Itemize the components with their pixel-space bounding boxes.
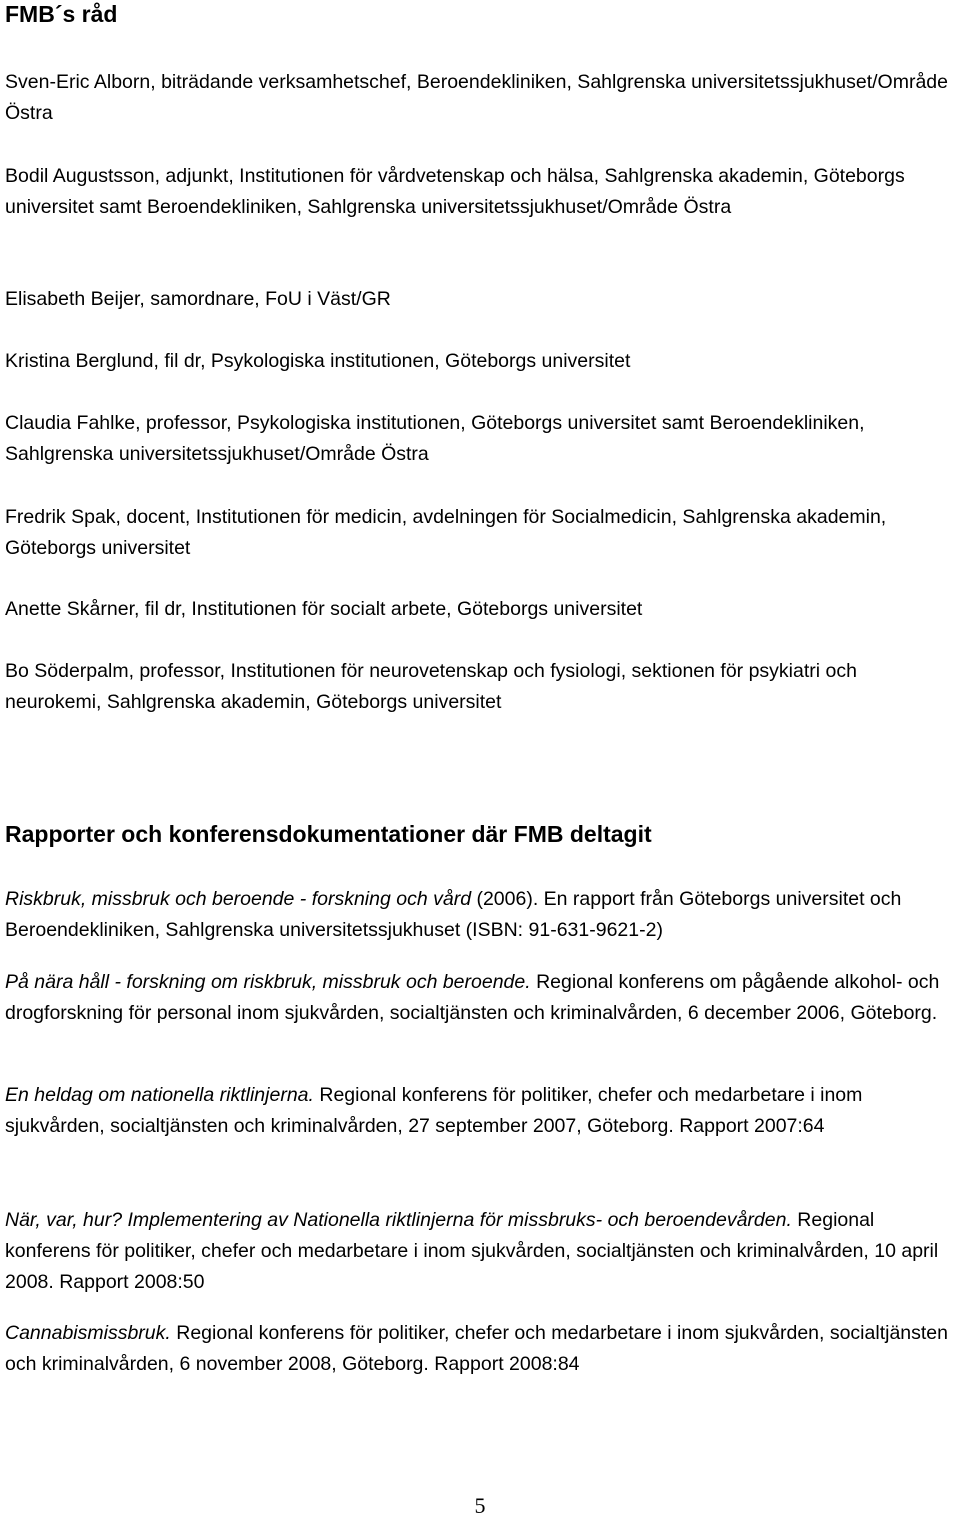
report-title: Cannabismissbruk.	[5, 1322, 171, 1344]
report-description: Regional konferens för politiker, chefer och medarbetare i inom sjukvården, socialtjänsten och kriminalvården, 6 november 2008, Göteborg. Rapport 2008:84	[5, 1322, 948, 1375]
report-title: En heldag om nationella riktlinjerna.	[5, 1084, 314, 1106]
report-description: (2006). En rapport från Göteborgs universitet och Beroendekliniken, Sahlgrenska universitetssjukhuset (ISBN: 91-631-9621-2)	[5, 888, 902, 941]
council-member: Bo Söderpalm, professor, Institutionen för neurovetenskap och fysiologi, sektionen för psykiatri och neurokemi, Sahlgrenska akademin, Göteborgs universitet	[5, 660, 857, 713]
council-member: Sven-Eric Alborn, biträdande verksamhetschef, Beroendekliniken, Sahlgrenska universitetssjukhuset/Område Östra	[5, 71, 948, 124]
council-member: Fredrik Spak, docent, Institutionen för medicin, avdelningen för Socialmedicin, Sahlgrenska akademin, Göteborgs universitet	[5, 506, 887, 559]
council-member: Kristina Berglund, fil dr, Psykologiska institutionen, Göteborgs universitet	[5, 350, 631, 372]
report-description: Regional konferens för politiker, chefer och medarbetare i inom sjukvården, socialtjänsten och kriminalvården, 27 september 2007, Göteborg. Rapport 2007:64	[5, 1084, 863, 1137]
report-entry	[5, 1205, 955, 1298]
report-title: På nära håll - forskning om riskbruk, missbruk och beroende.	[5, 971, 531, 993]
council-member: Claudia Fahlke, professor, Psykologiska institutionen, Göteborgs universitet samt Beroendekliniken, Sahlgrenska universitetssjukhuset/Område Östra	[5, 412, 865, 465]
report-description: Regional konferens om pågående alkohol- och drogforskning för personal inom sjukvården, socialtjänsten och kriminalvården, 6 december 2006, Göteborg.	[5, 971, 940, 1024]
page-number: 5	[474, 1493, 486, 1518]
report-entry	[5, 1080, 955, 1142]
report-entry	[5, 884, 955, 946]
council-member: Bodil Augustsson, adjunkt, Institutionen för vårdvetenskap och hälsa, Sahlgrenska akademin, Göteborgs universitet samt Beroendekliniken, Sahlgrenska universitetssjukhuset/Område Östra	[5, 165, 905, 218]
report-entry	[5, 967, 955, 1029]
report-entry	[5, 1318, 955, 1380]
reports-heading: Rapporter och konferensdokumentationer där FMB deltagit	[5, 821, 652, 847]
report-description: Regional konferens för politiker, chefer och medarbetare i inom sjukvården, socialtjänsten och kriminalvården, 10 april 2008. Rapport 2008:50	[5, 1209, 939, 1293]
page-title: FMB´s råd	[5, 1, 118, 27]
council-member: Elisabeth Beijer, samordnare, FoU i Väst/GR	[5, 288, 391, 310]
council-member: Anette Skårner, fil dr, Institutionen för socialt arbete, Göteborgs universitet	[5, 598, 643, 620]
report-title: Riskbruk, missbruk och beroende - forskning och vård	[5, 888, 472, 910]
report-title: När, var, hur? Implementering av Nationella riktlinjerna för missbruks- och beroendevården.	[5, 1209, 792, 1231]
